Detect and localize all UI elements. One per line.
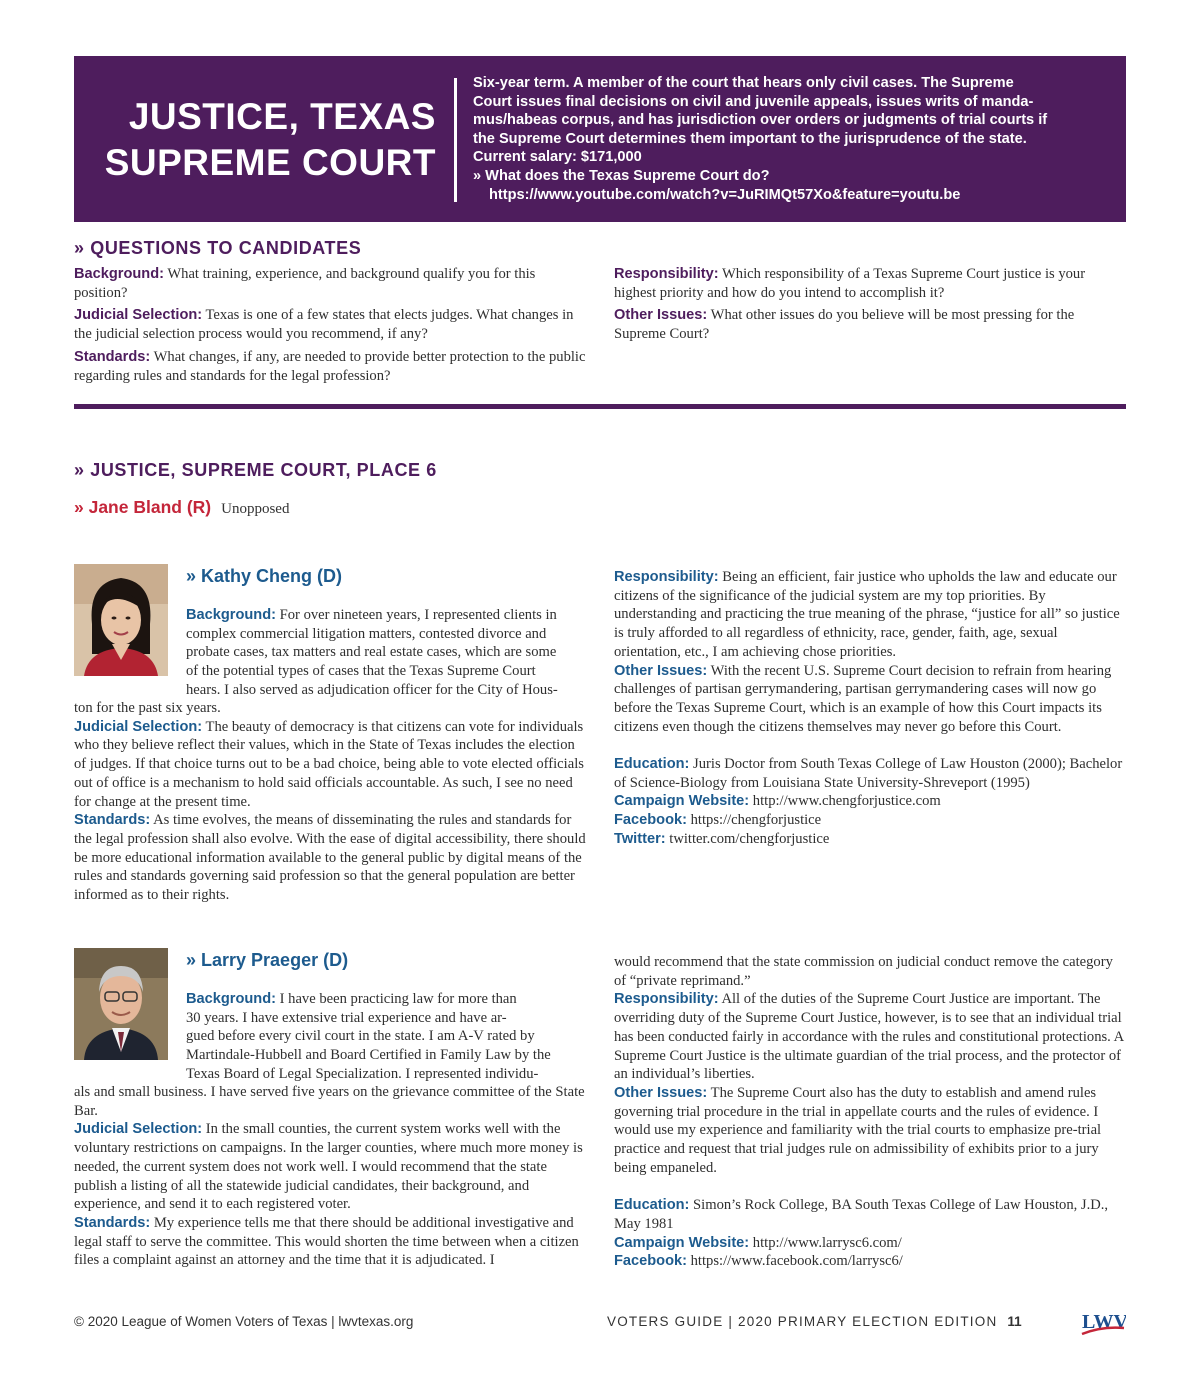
candidate-right-answers <box>614 953 1126 1271</box>
campaign-website: Campaign Website: http://www.chengforjustice.com <box>614 793 941 810</box>
question-standards: Standards: What changes, if any, are needed to provide better protection to the public regarding rules and standards for the legal profession? <box>74 348 586 384</box>
race-heading: » JUSTICE, SUPREME COURT, PLACE 6 <box>74 460 437 480</box>
answer-responsibility: Responsibility: All of the duties of the Supreme Court Justice are important. The overriding duty of the Supreme Court Justice, however, is to see that an individual trial has been conducted fairly in accordance with the rules and constitutional protections. A Supreme Court Justice is the ultimate guardian of the trial process, and the protector of an individual’s liberties. <box>614 991 1124 1083</box>
banner-divider <box>454 78 457 202</box>
footer-edition: VOTERS GUIDE | 2020 PRIMARY ELECTION EDITION <box>607 1314 998 1329</box>
description-line: Six-year term. A member of the court that hears only civil cases. The Supreme <box>473 75 1014 91</box>
twitter: Twitter: twitter.com/chengforjustice <box>614 830 830 847</box>
candidate-background-wrapped: Background: I have been practicing law for more than 30 years. I have extensive trial experience and have ar- gued before every civil court in the state. I am A-V rated by Martindale-Hubbell and Board Certified in Family Law by the Texas Board of Legal Specialization. I represented individu- <box>186 991 551 1082</box>
video-question: » What does the Texas Supreme Court do? <box>473 167 770 184</box>
candidate-left-answers <box>74 1083 586 1270</box>
facebook-link[interactable]: https://chengforjustice <box>686 812 822 829</box>
candidate-name: » Kathy Cheng (D) <box>186 566 343 586</box>
footer-copyright: © 2020 League of Women Voters of Texas | lwvtexas.org <box>74 1314 414 1329</box>
lwv-logo <box>1080 1306 1126 1340</box>
candidate-name: » Larry Praeger (D) <box>186 950 349 970</box>
candidate-photo-larry-praeger <box>74 948 168 1060</box>
campaign-website-link[interactable]: http://www.larrysc6.com/ <box>749 1234 902 1251</box>
candidate-photo-kathy-cheng <box>74 564 168 676</box>
questions-right-column <box>614 265 1126 344</box>
twitter-link[interactable]: twitter.com/chengforjustice <box>665 830 830 847</box>
question-judicial-selection: Judicial Selection: Texas is one of a few states that elects judges. What changes in the judicial selection process would you recommend, if any? <box>74 307 574 343</box>
background-continued: ton for the past six years. <box>74 700 221 716</box>
facebook: Facebook: https://www.facebook.com/larrysc6/ <box>614 1253 903 1270</box>
description-line: the Supreme Court determines them important to the jurisprudence of the state. <box>473 130 1027 147</box>
office-banner <box>74 56 1126 222</box>
answer-standards: Standards: As time evolves, the means of disseminating the rules and standards for the legal profession shall also evolve. With the ease of digital accessibility, there should be more educational information available to the general public by digital means of the rules and standards governing said profession so that the general population are better informed as to their rights. <box>74 812 586 904</box>
description-line: mus/habeas corpus, and has jurisdiction over orders or judgments of trial courts if <box>473 112 1048 129</box>
candidate-right-answers <box>614 568 1126 849</box>
office-title-line-2: SUPREME COURT <box>104 142 436 183</box>
svg-text:LWV: LWV <box>1082 1311 1126 1333</box>
questions-left-column <box>74 265 590 385</box>
unopposed-candidate <box>74 497 289 518</box>
answer-judicial-selection: Judicial Selection: The beauty of democracy is that citizens can vote for individuals who they believe reflect their values, which in the State of Texas includes the election of judges. If that choice turns out to be a bad choice, being able to vote elected officials out of office is a mechanism to hold said officials accountable. As such, I see no need for change at the present time. <box>74 718 584 810</box>
section-divider <box>74 404 1126 409</box>
standards-continued: would recommend that the state commission on judicial conduct remove the category of “private reprimand.” <box>614 954 1113 989</box>
unopposed-status: Unopposed <box>221 501 290 517</box>
office-description <box>473 74 1113 204</box>
office-title <box>74 94 436 186</box>
office-title-line-1: JUSTICE, TEXAS <box>128 96 436 137</box>
answer-standards: Standards: My experience tells me that there should be additional investigative and legal staff to serve the committee. This would shorten the time between when a citizen files a complaint against an attorney and the time that it is adjudicated. I <box>74 1214 579 1269</box>
question-background: Background: What training, experience, and background qualify you for this position? <box>74 266 536 301</box>
page-number: 11 <box>1007 1314 1022 1329</box>
answer-responsibility: Responsibility: Being an efficient, fair justice who upholds the law and educate our citizens of the significance of the judicial system are my top priorities. By understanding and practicing the true meaning of the phrase, “justice for all” so justice is truly afforded to all regardless of ethnicity, race, gender, faith, age, sexual orientation, etc., I am achieving chose priorities. <box>614 569 1120 660</box>
answer-judicial-selection: Judicial Selection: In the small counties, the current system works well with the voluntary restrictions on campaigns. In the larger counties, where much more money is needed, the current system does not work well. I would recommend that the state publish a listing of all the statewide judicial candidates, their background, and experience, and send it to each registered voter. <box>74 1121 583 1213</box>
education: Education: Simon’s Rock College, BA South Texas College of Law Houston, J.D., May 1981 <box>614 1197 1109 1232</box>
facebook: Facebook: https://chengforjustice <box>614 812 822 829</box>
answer-other-issues: Other Issues: With the recent U.S. Supreme Court decision to refrain from hearing challenges of partisan gerrymandering, partisan gerrymandering cases will now go before the Texas Supreme Court, which is an example of how this Court impacts its citizens even though the citizens themselves may never go before this Court. <box>614 662 1112 735</box>
answer-other-issues: Other Issues: The Supreme Court also has the duty to establish and amend rules governing trial procedure in the trial in appellate courts and the rules of evidence. I would use my experience and familiarity with the trial courts to emphasize pre-trial practice and request that trial judges rule on admissibility of exhibits prior to a jury being empaneled. <box>614 1084 1102 1176</box>
candidate-background-wrapped: Background: For over nineteen years, I represented clients in complex commercial litigation matters, contested divorce and probate cases, tax matters and real estate cases, which are some of the potential types of cases that the Texas Supreme Court hears. I also served as adjudication officer for the City of Hous- <box>186 607 558 698</box>
campaign-website-link[interactable]: http://www.chengforjustice.com <box>749 793 941 810</box>
unopposed-candidate-name: » Jane Bland (R) <box>74 497 212 517</box>
footer-publication <box>607 1314 1022 1329</box>
campaign-website: Campaign Website: http://www.larrysc6.com/ <box>614 1234 902 1251</box>
background-continued: als and small business. I have served five years on the grievance committee of the State Bar. <box>74 1084 585 1119</box>
facebook-link[interactable]: https://www.facebook.com/larrysc6/ <box>686 1253 903 1270</box>
questions-heading: » QUESTIONS TO CANDIDATES <box>74 238 362 258</box>
education: Education: Juris Doctor from South Texas College of Law Houston (2000); Bachelor of Science-Biology from Louisiana State University-Shreveport (1995) <box>614 756 1123 791</box>
question-responsibility: Responsibility: Which responsibility of a Texas Supreme Court justice is your highest priority and how do you intend to accomplish it? <box>614 266 1086 301</box>
question-other-issues: Other Issues: What other issues do you believe will be most pressing for the Supreme Court? <box>614 307 1075 343</box>
salary-line: Current salary: $171,000 <box>473 149 642 166</box>
candidate-left-answers <box>74 699 586 905</box>
video-link[interactable]: https://www.youtube.com/watch?v=JuRIMQt57Xo&feature=youtu.be <box>489 186 961 203</box>
description-line: Court issues final decisions on civil and juvenile appeals, issues writs of manda- <box>473 93 1034 110</box>
